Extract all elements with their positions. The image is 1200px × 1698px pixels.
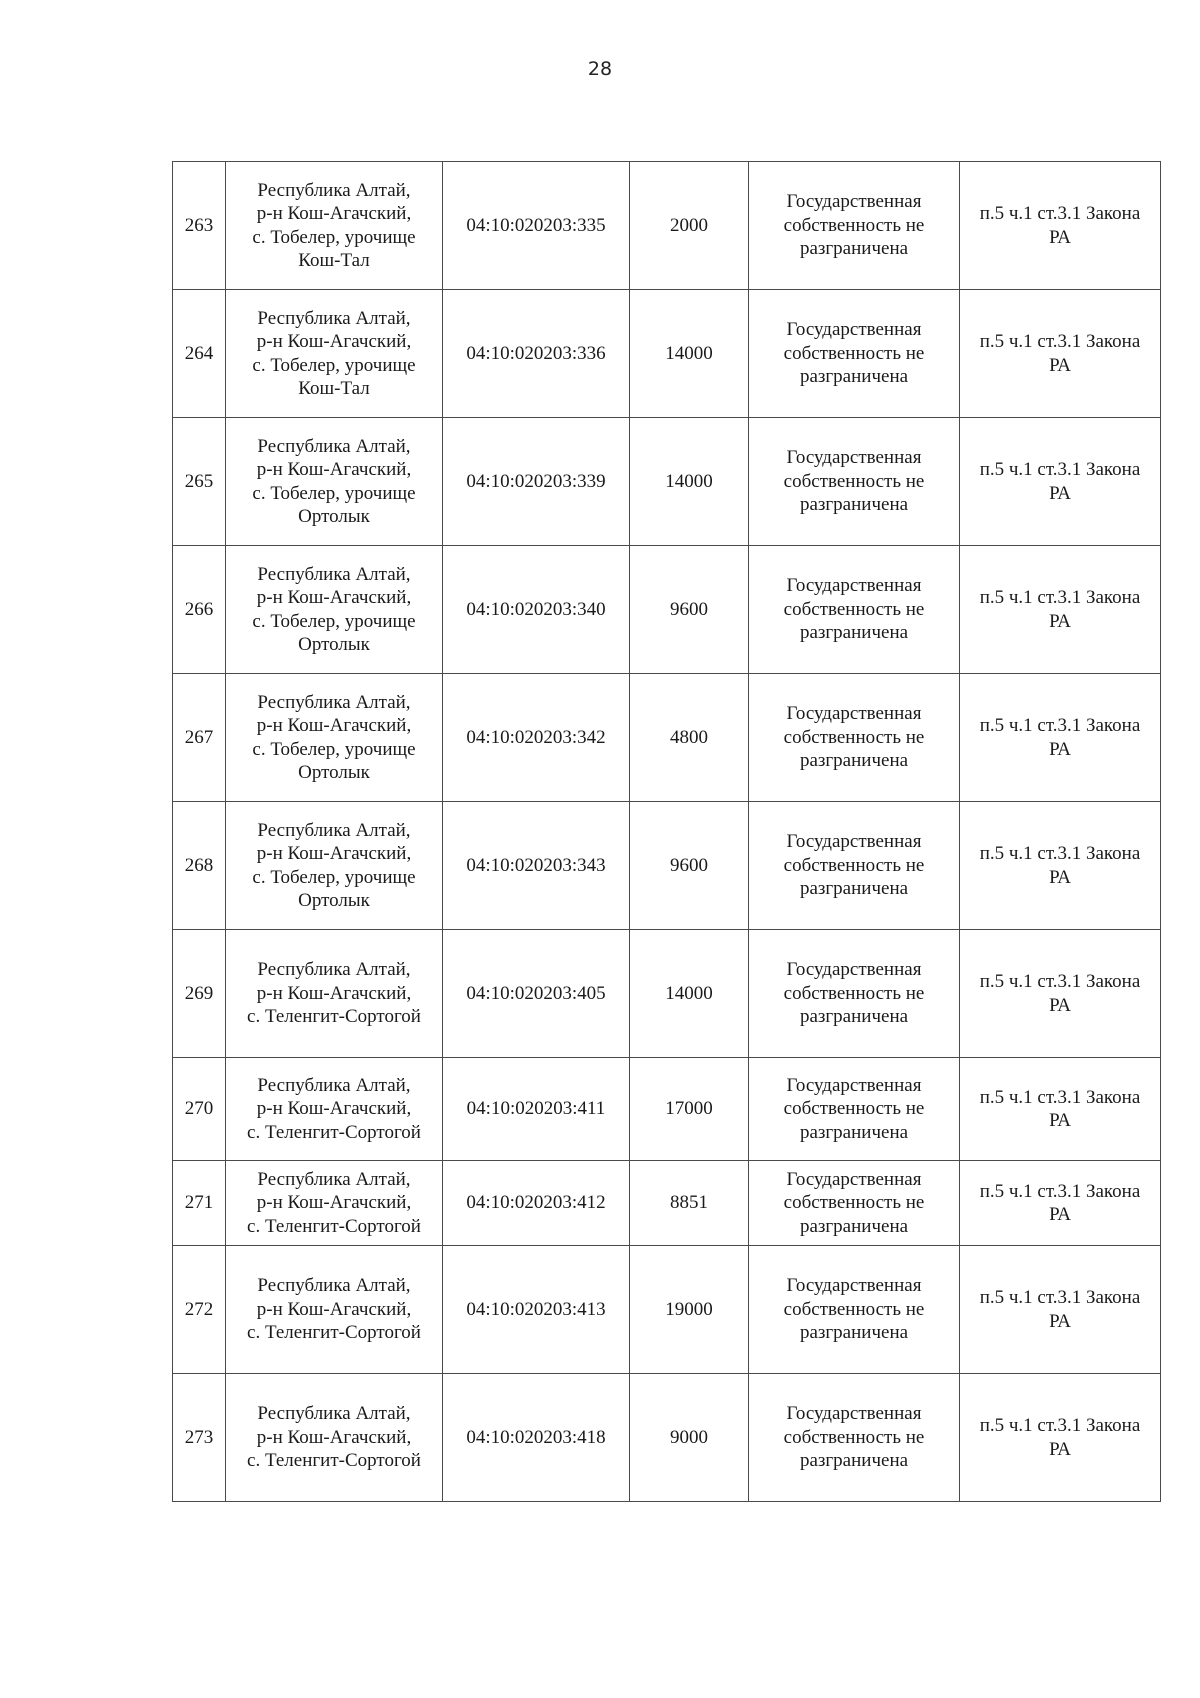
ownership-line: Государственная: [786, 191, 922, 213]
ownership-cell: [749, 802, 960, 930]
area-cell: 9600: [630, 802, 749, 930]
address-line: с. Тобелер, урочище: [252, 738, 416, 760]
cadastral-number-cell: 04:10:020203:411: [443, 1058, 630, 1161]
address-line: р-н Кош-Агачский,: [256, 982, 412, 1004]
ownership-line: Государственная: [786, 319, 922, 341]
address-line: с. Тобелер, урочище: [252, 354, 416, 376]
address-line: Республика Алтай,: [257, 563, 411, 585]
legal-basis-line: РА: [1049, 1204, 1071, 1225]
address-line: Республика Алтай,: [257, 1275, 411, 1297]
legal-basis-line: п.5 ч.1 ст.3.1 Закона: [979, 1180, 1141, 1202]
legal-basis-line: РА: [1049, 994, 1071, 1016]
row-number-cell: 263: [173, 162, 226, 290]
row-number-cell: 266: [173, 546, 226, 674]
address-line: Кош-Тал: [298, 250, 370, 271]
legal-basis-cell: [960, 546, 1161, 674]
address-line: р-н Кош-Агачский,: [256, 331, 412, 352]
ownership-line: собственность не: [783, 598, 925, 620]
address-line: с. Тобелер, урочище: [252, 482, 416, 504]
address-line: с. Теленгит-Сортогой: [247, 1450, 421, 1472]
legal-basis-line: п.5 ч.1 ст.3.1 Закона: [979, 331, 1141, 352]
cadastral-number-cell: 04:10:020203:336: [443, 290, 630, 418]
address-line: Республика Алтай,: [257, 307, 411, 329]
legal-basis-line: п.5 ч.1 ст.3.1 Закона: [979, 203, 1141, 224]
ownership-line: разграничена: [799, 1215, 909, 1237]
legal-basis-line: п.5 ч.1 ст.3.1 Закона: [979, 587, 1141, 608]
table-row: [173, 546, 1161, 674]
address-line: с. Теленгит-Сортогой: [247, 1121, 421, 1143]
row-number-cell: 273: [173, 1374, 226, 1502]
legal-basis-cell: [960, 802, 1161, 930]
address-line: Ортолык: [298, 634, 370, 655]
legal-basis-line: РА: [1049, 354, 1071, 376]
cadastral-number-cell: 04:10:020203:405: [443, 930, 630, 1058]
legal-basis-line: п.5 ч.1 ст.3.1 Закона: [979, 1086, 1141, 1108]
ownership-line: разграничена: [799, 1006, 909, 1028]
table-row: [173, 1374, 1161, 1502]
area-cell: 9600: [630, 546, 749, 674]
ownership-line: Государственная: [786, 831, 922, 853]
ownership-line: Государственная: [786, 1403, 922, 1425]
row-number-cell: 265: [173, 418, 226, 546]
ownership-cell: [749, 1246, 960, 1374]
ownership-line: собственность не: [783, 854, 925, 876]
legal-basis-cell: [960, 290, 1161, 418]
area-cell: 14000: [630, 930, 749, 1058]
area-cell: 2000: [630, 162, 749, 290]
ownership-line: Государственная: [786, 703, 922, 725]
address-line: с. Тобелер, урочище: [252, 610, 416, 632]
address-line: Республика Алтай,: [257, 435, 411, 457]
ownership-line: собственность не: [783, 1426, 925, 1448]
address-line: Ортолык: [298, 506, 370, 527]
address-line: Республика Алтай,: [257, 1403, 411, 1425]
legal-basis-line: п.5 ч.1 ст.3.1 Закона: [979, 715, 1141, 736]
legal-basis-line: РА: [1049, 610, 1071, 632]
legal-basis-cell: [960, 418, 1161, 546]
legal-basis-cell: [960, 674, 1161, 802]
ownership-line: разграничена: [799, 1322, 909, 1344]
ownership-line: разграничена: [799, 878, 909, 900]
address-line: р-н Кош-Агачский,: [256, 1098, 412, 1120]
ownership-line: собственность не: [783, 1098, 925, 1120]
address-line: р-н Кош-Агачский,: [256, 715, 412, 736]
ownership-line: Государственная: [786, 1168, 922, 1190]
legal-basis-line: РА: [1049, 482, 1071, 504]
address-line: с. Тобелер, урочище: [252, 226, 416, 248]
address-line: р-н Кош-Агачский,: [256, 587, 412, 608]
legal-basis-line: п.5 ч.1 ст.3.1 Закона: [979, 1287, 1141, 1308]
ownership-line: Государственная: [786, 575, 922, 597]
table-row: [173, 802, 1161, 930]
ownership-line: собственность не: [783, 214, 925, 236]
table-row: [173, 290, 1161, 418]
row-number-cell: 267: [173, 674, 226, 802]
cadastral-number-cell: 04:10:020203:412: [443, 1161, 630, 1246]
legal-basis-line: РА: [1049, 1438, 1071, 1460]
address-line: Республика Алтай,: [257, 959, 411, 981]
cadastral-number-cell: 04:10:020203:413: [443, 1246, 630, 1374]
area-cell: 4800: [630, 674, 749, 802]
table-row: [173, 1246, 1161, 1374]
ownership-line: Государственная: [786, 1074, 922, 1096]
address-line: Республика Алтай,: [257, 179, 411, 201]
cadastral-number-cell: 04:10:020203:339: [443, 418, 630, 546]
ownership-line: Государственная: [786, 447, 922, 469]
legal-basis-line: РА: [1049, 866, 1071, 888]
ownership-line: собственность не: [783, 1298, 925, 1320]
ownership-cell: [749, 1058, 960, 1161]
table-row: [173, 1058, 1161, 1161]
row-number-cell: 270: [173, 1058, 226, 1161]
row-number-cell: 271: [173, 1161, 226, 1246]
address-line: р-н Кош-Агачский,: [256, 459, 412, 480]
land-plots-table: [172, 161, 1161, 1502]
cadastral-number-cell: 04:10:020203:343: [443, 802, 630, 930]
address-cell: [226, 930, 443, 1058]
legal-basis-line: РА: [1049, 1110, 1071, 1131]
ownership-cell: [749, 1374, 960, 1502]
ownership-line: разграничена: [799, 622, 909, 644]
address-line: р-н Кош-Агачский,: [256, 203, 412, 224]
address-line: с. Теленгит-Сортогой: [247, 1215, 421, 1237]
ownership-cell: [749, 930, 960, 1058]
ownership-line: разграничена: [799, 238, 909, 260]
legal-basis-cell: [960, 930, 1161, 1058]
legal-basis-cell: [960, 1246, 1161, 1374]
area-cell: 9000: [630, 1374, 749, 1502]
legal-basis-cell: [960, 162, 1161, 290]
address-cell: [226, 802, 443, 930]
ownership-line: собственность не: [783, 342, 925, 364]
address-line: р-н Кош-Агачский,: [256, 843, 412, 864]
address-line: Республика Алтай,: [257, 691, 411, 713]
legal-basis-line: РА: [1049, 226, 1071, 248]
legal-basis-line: РА: [1049, 1310, 1071, 1332]
address-cell: [226, 1161, 443, 1246]
legal-basis-cell: [960, 1161, 1161, 1246]
address-line: Ортолык: [298, 890, 370, 911]
address-line: Республика Алтай,: [257, 819, 411, 841]
ownership-cell: [749, 546, 960, 674]
cadastral-number-cell: 04:10:020203:342: [443, 674, 630, 802]
address-line: Ортолык: [298, 762, 370, 783]
legal-basis-line: п.5 ч.1 ст.3.1 Закона: [979, 971, 1141, 992]
row-number-cell: 268: [173, 802, 226, 930]
legal-basis-line: п.5 ч.1 ст.3.1 Закона: [979, 843, 1141, 864]
table-row: [173, 162, 1161, 290]
address-line: Кош-Тал: [298, 378, 370, 399]
ownership-line: разграничена: [799, 750, 909, 772]
table-row: [173, 418, 1161, 546]
area-cell: 8851: [630, 1161, 749, 1246]
cadastral-number-cell: 04:10:020203:418: [443, 1374, 630, 1502]
cadastral-number-cell: 04:10:020203:340: [443, 546, 630, 674]
address-line: с. Тобелер, урочище: [252, 866, 416, 888]
legal-basis-cell: [960, 1374, 1161, 1502]
address-cell: [226, 1246, 443, 1374]
ownership-line: Государственная: [786, 959, 922, 981]
table-row: [173, 674, 1161, 802]
area-cell: 14000: [630, 418, 749, 546]
ownership-line: разграничена: [799, 1121, 909, 1143]
ownership-line: собственность не: [783, 726, 925, 748]
address-line: р-н Кош-Агачский,: [256, 1426, 412, 1448]
ownership-cell: [749, 1161, 960, 1246]
row-number-cell: 269: [173, 930, 226, 1058]
address-line: Республика Алтай,: [257, 1074, 411, 1096]
ownership-line: разграничена: [799, 494, 909, 516]
address-cell: [226, 290, 443, 418]
address-cell: [226, 546, 443, 674]
legal-basis-line: п.5 ч.1 ст.3.1 Закона: [979, 459, 1141, 480]
ownership-line: собственность не: [783, 982, 925, 1004]
address-cell: [226, 418, 443, 546]
ownership-line: собственность не: [783, 470, 925, 492]
legal-basis-line: РА: [1049, 738, 1071, 760]
address-line: с. Теленгит-Сортогой: [247, 1006, 421, 1028]
row-number-cell: 264: [173, 290, 226, 418]
address-line: с. Теленгит-Сортогой: [247, 1322, 421, 1344]
address-line: р-н Кош-Агачский,: [256, 1298, 412, 1320]
address-cell: [226, 674, 443, 802]
ownership-line: разграничена: [799, 366, 909, 388]
address-line: р-н Кош-Агачский,: [256, 1192, 412, 1214]
address-cell: [226, 1374, 443, 1502]
legal-basis-line: п.5 ч.1 ст.3.1 Закона: [979, 1415, 1141, 1436]
cadastral-number-cell: 04:10:020203:335: [443, 162, 630, 290]
address-cell: [226, 162, 443, 290]
table-row: [173, 1161, 1161, 1246]
legal-basis-cell: [960, 1058, 1161, 1161]
address-line: Республика Алтай,: [257, 1168, 411, 1190]
ownership-cell: [749, 674, 960, 802]
ownership-line: разграничена: [799, 1450, 909, 1472]
area-cell: 19000: [630, 1246, 749, 1374]
ownership-cell: [749, 418, 960, 546]
ownership-line: собственность не: [783, 1192, 925, 1214]
table-row: [173, 930, 1161, 1058]
area-cell: 14000: [630, 290, 749, 418]
ownership-cell: [749, 162, 960, 290]
address-cell: [226, 1058, 443, 1161]
area-cell: 17000: [630, 1058, 749, 1161]
page-number: 28: [587, 58, 613, 80]
row-number-cell: 272: [173, 1246, 226, 1374]
ownership-cell: [749, 290, 960, 418]
ownership-line: Государственная: [786, 1275, 922, 1297]
